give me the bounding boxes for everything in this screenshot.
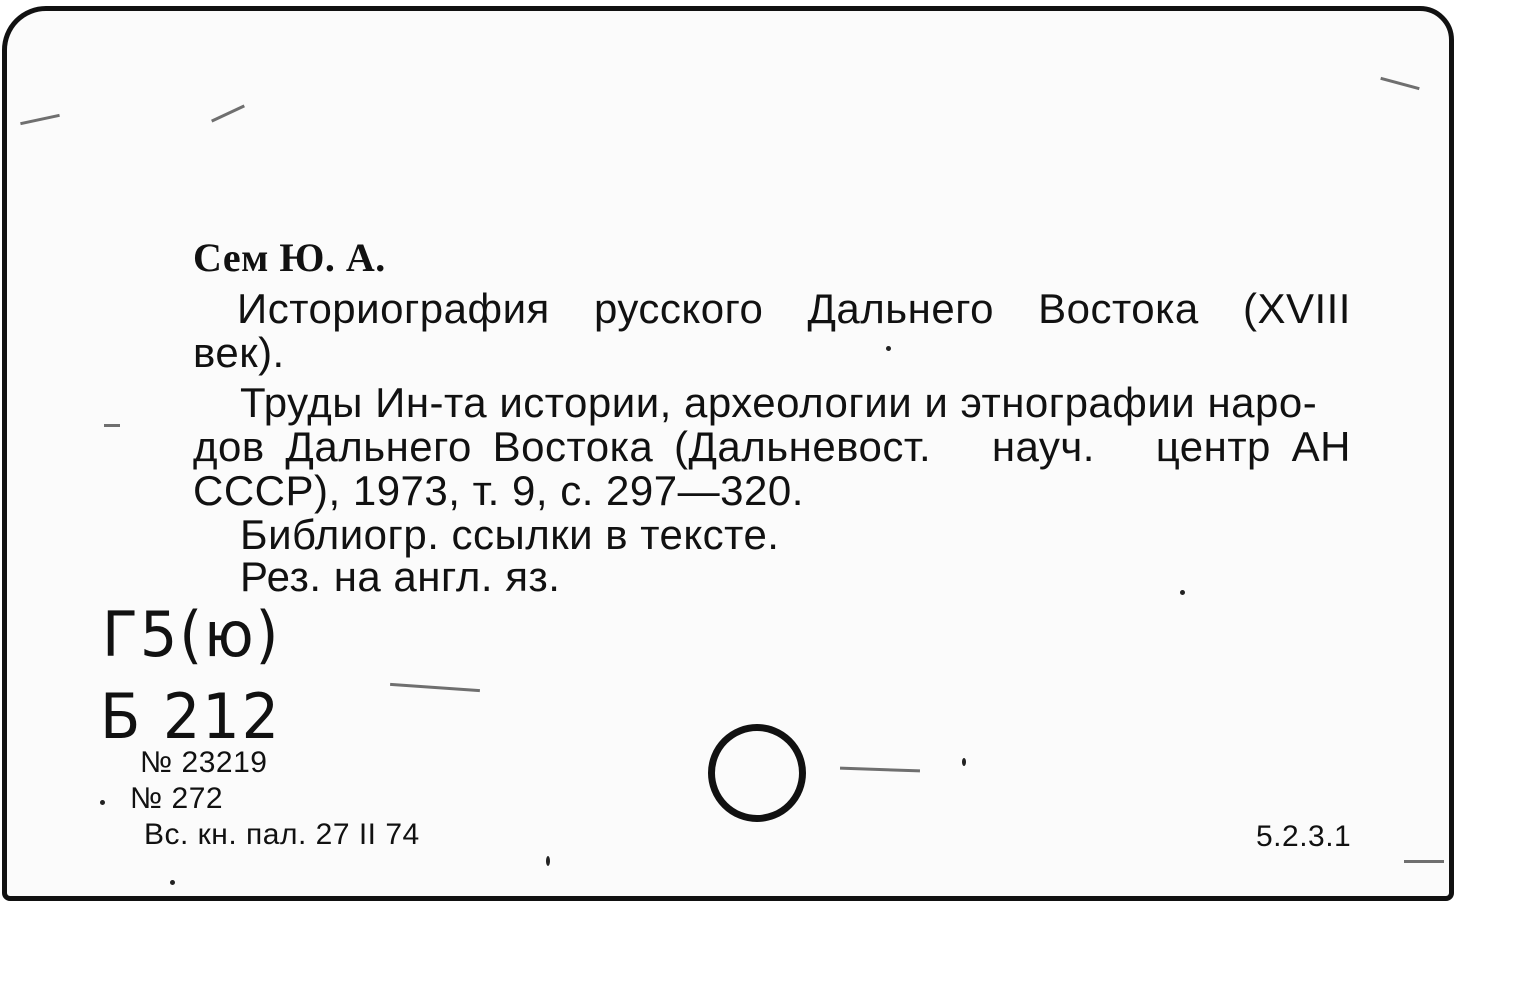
footer-publication-info: Вс. кн. пал. 27 II 74 bbox=[144, 818, 420, 851]
punch-hole bbox=[708, 724, 806, 822]
scan-artifact bbox=[546, 856, 550, 866]
note-bibliography: Библиогр. ссылки в тексте. bbox=[240, 511, 780, 558]
scan-artifact bbox=[100, 800, 105, 805]
note-summary: Рез. на англ. яз. bbox=[240, 553, 561, 600]
author-name: Сем Ю. А. bbox=[193, 235, 386, 280]
source-word: АН bbox=[1291, 423, 1351, 470]
registry-number-1: № 23219 bbox=[140, 746, 268, 779]
title-word: русского bbox=[593, 285, 764, 332]
handwritten-shelfmark-1: Г5(ю) bbox=[102, 598, 281, 671]
source-line-1: Труды Ин-та истории, археологии и этнографии наро- bbox=[240, 379, 1318, 426]
handwritten-shelfmark-2: Б 212 bbox=[100, 680, 282, 753]
source-line-3: СССР), 1973, т. 9, с. 297—320. bbox=[193, 467, 804, 514]
source-word: (Дальневост. bbox=[673, 423, 932, 470]
source-word: науч. bbox=[991, 423, 1095, 470]
scan-artifact bbox=[962, 758, 966, 766]
title-word: (XVIII bbox=[1242, 285, 1351, 332]
scan-artifact bbox=[104, 424, 120, 427]
title-word: Дальнего bbox=[807, 285, 994, 332]
scan-artifact bbox=[1180, 590, 1185, 595]
source-line-2 bbox=[193, 423, 1351, 470]
source-word: Востока bbox=[492, 423, 654, 470]
title-word: Востока bbox=[1038, 285, 1199, 332]
title-line-1 bbox=[193, 285, 1351, 332]
scan-artifact bbox=[886, 346, 891, 351]
source-word: дов bbox=[193, 423, 265, 470]
source-word: центр bbox=[1155, 423, 1271, 470]
title-line-2: век). bbox=[193, 329, 285, 376]
title-word: Историография bbox=[237, 285, 550, 332]
source-word: Дальнего bbox=[285, 423, 472, 470]
footer-code: 5.2.3.1 bbox=[1256, 820, 1352, 853]
scan-artifact bbox=[170, 880, 175, 885]
registry-number-2: № 272 bbox=[130, 782, 224, 815]
scan-artifact bbox=[1404, 860, 1444, 863]
